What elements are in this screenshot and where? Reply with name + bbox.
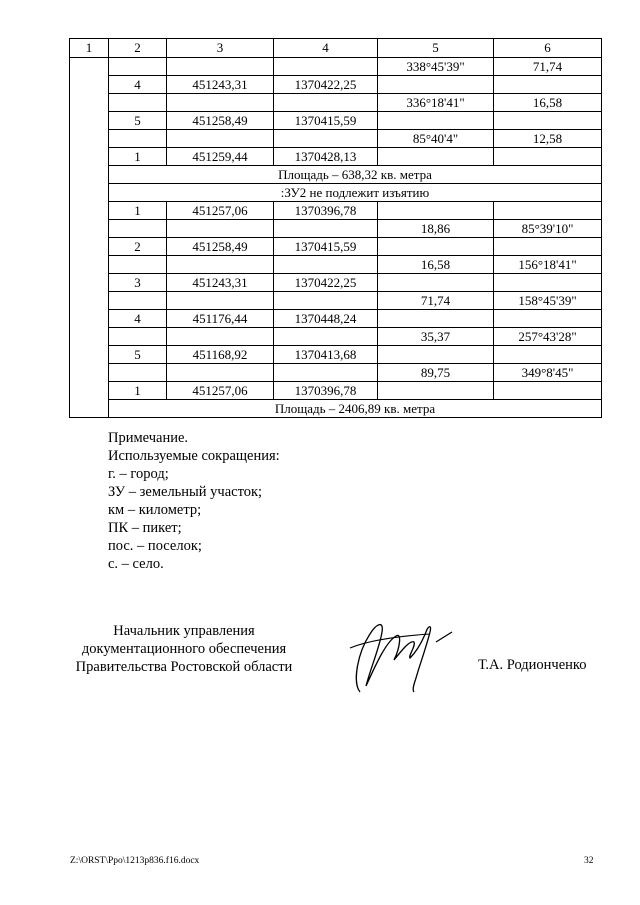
table-cell: 1370396,78 — [274, 202, 378, 220]
table-cell: 71,74 — [378, 292, 494, 310]
abbreviation-item: пос. – поселок; — [108, 538, 202, 554]
table-cell: 156°18'41" — [494, 256, 602, 274]
table-header-row — [70, 39, 602, 58]
table-cell: 349°8'45" — [494, 364, 602, 382]
table-cell: 16,58 — [494, 94, 602, 112]
abbreviation-item: г. – город; — [108, 466, 169, 482]
table-cell: 1370413,68 — [274, 346, 378, 364]
abbreviation-item: ПК – пикет; — [108, 520, 182, 536]
table-cell: 1370396,78 — [274, 382, 378, 400]
table-cell: 2 — [109, 238, 167, 256]
header-cell: 5 — [378, 39, 494, 58]
signer-position-line: документационного обеспечения — [81, 641, 287, 657]
table-row — [70, 220, 602, 238]
table-row — [70, 256, 602, 274]
table-cell: 451176,44 — [167, 310, 274, 328]
page-number: 32 — [584, 856, 594, 866]
table-cell: 5 — [109, 346, 167, 364]
table-cell: 257°43'28" — [494, 328, 602, 346]
table-row — [70, 400, 602, 418]
area-cell: Площадь – 2406,89 кв. метра — [109, 400, 602, 418]
table-cell: 1 — [109, 382, 167, 400]
table-cell: 3 — [109, 274, 167, 292]
table-cell: 338°45'39" — [378, 58, 494, 76]
table-cell: 85°39'10" — [494, 220, 602, 238]
header-cell: 1 — [70, 39, 109, 58]
table-cell: 4 — [109, 76, 167, 94]
table-cell: 451258,49 — [167, 112, 274, 130]
zu2-note-cell: :ЗУ2 не подлежит изъятию — [109, 184, 602, 202]
signer-position — [70, 622, 298, 676]
table-cell: 1370428,13 — [274, 148, 378, 166]
header-cell: 3 — [167, 39, 274, 58]
table-cell: 35,37 — [378, 328, 494, 346]
table-cell: 451257,06 — [167, 202, 274, 220]
table-cell: 1370415,59 — [274, 238, 378, 256]
notes-title: Примечание. — [108, 430, 189, 446]
signer-name: Т.А. Родионченко — [478, 657, 587, 673]
table-cell: 71,74 — [494, 58, 602, 76]
table-cell: 451243,31 — [167, 76, 274, 94]
table-row — [70, 292, 602, 310]
table-row — [70, 94, 602, 112]
table-cell: 1370422,25 — [274, 274, 378, 292]
table-row — [70, 76, 602, 94]
abbreviation-item: ЗУ – земельный участок; — [108, 484, 263, 500]
table-cell: 158°45'39" — [494, 292, 602, 310]
table-row — [70, 346, 602, 364]
table-cell: 451168,92 — [167, 346, 274, 364]
abbreviation-item: км – километр; — [108, 502, 202, 518]
signer-position-line: Правительства Ростовской области — [75, 659, 293, 675]
table-row — [70, 202, 602, 220]
table-cell: 336°18'41" — [378, 94, 494, 112]
coordinates-table — [69, 38, 602, 418]
table-cell: 451258,49 — [167, 238, 274, 256]
table-cell: 1370415,59 — [274, 112, 378, 130]
table-row — [70, 148, 602, 166]
table-row — [70, 310, 602, 328]
table-row — [70, 274, 602, 292]
header-cell: 6 — [494, 39, 602, 58]
table-cell: 451243,31 — [167, 274, 274, 292]
table-row — [70, 382, 602, 400]
table-cell: 5 — [109, 112, 167, 130]
footer-file-path: Z:\ORST\Ppo\1213p836.f16.docx — [70, 856, 200, 866]
table-cell: 12,58 — [494, 130, 602, 148]
table-row — [70, 184, 602, 202]
table-row — [70, 238, 602, 256]
table-cell: 89,75 — [378, 364, 494, 382]
handwritten-signature — [340, 612, 470, 700]
table-cell: 451257,06 — [167, 382, 274, 400]
notes-block — [108, 429, 280, 573]
table-cell: 1 — [109, 148, 167, 166]
table-row — [70, 130, 602, 148]
table-cell: 1 — [109, 202, 167, 220]
abbreviation-item: с. – село. — [108, 556, 164, 572]
table-cell: 85°40'4" — [378, 130, 494, 148]
table-cell: 16,58 — [378, 256, 494, 274]
header-cell: 2 — [109, 39, 167, 58]
table-cell: 18,86 — [378, 220, 494, 238]
notes-subtitle: Используемые сокращения: — [108, 448, 280, 464]
table-row — [70, 112, 602, 130]
signer-position-line: Начальник управления — [113, 623, 255, 639]
table-row — [70, 328, 602, 346]
table-row — [70, 166, 602, 184]
table-cell: 1370448,24 — [274, 310, 378, 328]
first-column-span-cell — [70, 58, 109, 418]
table-cell: 1370422,25 — [274, 76, 378, 94]
table-cell: 4 — [109, 310, 167, 328]
header-cell: 4 — [274, 39, 378, 58]
area-cell: Площадь – 638,32 кв. метра — [109, 166, 602, 184]
table-row — [70, 58, 602, 76]
table-row — [70, 364, 602, 382]
table-cell: 451259,44 — [167, 148, 274, 166]
